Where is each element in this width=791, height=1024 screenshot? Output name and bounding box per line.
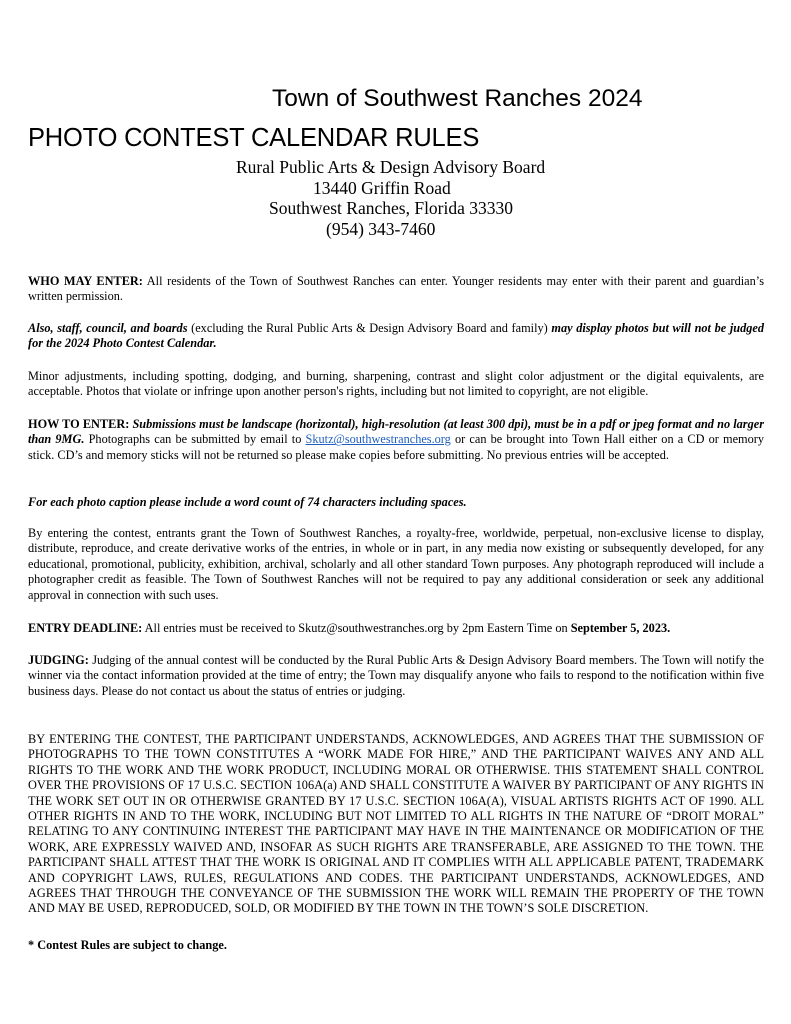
how-to-enter-paragraph: [28, 417, 764, 463]
footer-note: [28, 938, 764, 953]
staff-paragraph: [28, 321, 764, 352]
caption-note-paragraph: [28, 495, 764, 510]
who-may-enter-text: All residents of the Town of Southwest Ranches can enter. Younger residents may enter with their parent and guardian’s written permission.: [28, 274, 764, 304]
staff-text-part2: (excluding the Rural Public Arts & Design Advisory Board and family): [187, 321, 552, 335]
how-to-enter-text-after-link: or can be brought into Town Hall either on a CD or memory stick. CD’s and memory sticks will not be returned so please make copies before submitting. No previous entries will be accepted.: [28, 432, 764, 462]
deadline-text: All entries must be received to Skutz@southwestranches.org by 2pm Eastern Time on: [142, 621, 571, 635]
how-to-enter-text-before-link: Photographs can be submitted by email to: [84, 432, 306, 447]
document-title-line2: PHOTO CONTEST CALENDAR RULES: [28, 124, 480, 152]
how-to-enter-emphasis: Submissions must be landscape (horizontal), high-resolution (at least 300 dpi), must be in a pdf or jpeg format and no larger than 9MG.: [28, 417, 764, 447]
staff-text-part1: Also, staff, council, and boards: [28, 321, 188, 335]
address-board-name: Rural Public Arts & Design Advisory Board: [236, 157, 546, 177]
judging-paragraph: [28, 653, 764, 699]
deadline-label: ENTRY DEADLINE:: [28, 621, 143, 635]
judging-label: JUDGING:: [28, 653, 89, 667]
license-paragraph: By entering the contest, entrants grant the Town of Southwest Ranches, a royalty-free, worldwide, perpetual, non-exclusive license to display, distribute, reproduce, and create derivative works of the entries, in whole or in part, in any media now existing or subsequently developed, for any educational, promotional, publicity, exhibition, archival, scholarly and all other standard Town purposes. Any photograph reproduced will include a photographer credit as feasible. The Town of Southwest Ranches will not be required to pay any additional consideration or seek any additional approval in connection with such uses.: [28, 526, 764, 602]
judging-text: Judging of the annual contest will be conducted by the Rural Public Arts & Design Advisory Board members. The Town will notify the winner via the contact information provided at the time of entry; the Town may disqualify anyone who fails to respond to the notification within five business days. Please do not contact us about the status of entries or judging.: [28, 653, 764, 698]
staff-text-part3: may display photos but will not be judged for the 2024 Photo Contest Calendar.: [28, 321, 764, 351]
document-title-line1: Town of Southwest Ranches 2024: [272, 85, 643, 112]
address-phone: (954) 343-7460: [326, 219, 436, 239]
footer-note-text: * Contest Rules are subject to change.: [28, 938, 227, 952]
who-may-enter-label: WHO MAY ENTER:: [28, 274, 143, 288]
address-city-state: Southwest Ranches, Florida 33330: [269, 198, 514, 218]
email-link[interactable]: Skutz@southwestranches.org: [305, 432, 451, 447]
who-may-enter-paragraph: [28, 274, 764, 305]
deadline-date: September 5, 2023.: [570, 621, 671, 635]
caption-note-text: For each photo caption please include a word count of 74 characters including spaces.: [28, 495, 467, 509]
adjustments-paragraph: Minor adjustments, including spotting, dodging, and burning, sharpening, contrast and slight color adjustment or the digital equivalents, are acceptable. Photos that violate or infringe upon another person's rights, including but not limited to copyright, are not eligible.: [28, 369, 764, 399]
how-to-enter-label: HOW TO ENTER:: [28, 417, 130, 431]
legal-paragraph: BY ENTERING THE CONTEST, THE PARTICIPANT UNDERSTANDS, ACKNOWLEDGES, AND AGREES THAT THE SUBMISSION OF PHOTOGRAPHS TO THE TOWN CONSTITUTES A “WORK MADE FOR HIRE,” AND THE PARTICIPANT WAIVES ANY AND ALL RIGHTS TO THE WORK AND THE WORK PRODUCT, INCLUDING MORAL OR OTHERWISE. THIS STATEMENT SHALL CONTROL OVER THE PROVISIONS OF 17 U.S.C. SECTION 106A(a) AND SHALL CONSTITUTE A WAIVER BY PARTICIPANT OF ANY RIGHTS IN THE WORK SET OUT IN OR OTHERWISE GRANTED BY 17 U.S.C. SECTION 106A(A), VISUAL ARTISTS RIGHTS ACT OF 1990. ALL OTHER RIGHTS IN AND TO THE WORK, INCLUDING BUT NOT LIMITED TO ALL RIGHTS IN THE NATURE OF “DROIT MORAL” RELATING TO ANY CONTINUING INTEREST THE PARTICIPANT MAY HAVE IN THE MAINTENANCE OR MODIFICATION OF THE WORK, ARE EXPRESSLY WAIVED AND, INSOFAR AS SUCH RIGHTS ARE TRANSFERABLE, ARE ASSIGNED TO THE TOWN. THE PARTICIPANT SHALL ATTEST THAT THE WORK IS ORIGINAL AND IT COMPLIES WITH ALL APPLICABLE PATENT, TRADEMARK AND COPYRIGHT LAWS, RULES, REGULATIONS AND CODES. THE PARTICIPANT UNDERSTANDS, ACKNOWLEDGES, AND AGREES THAT THROUGH THE CONVEYANCE OF THE SUBMISSION THE WORK WILL REMAIN THE PROPERTY OF THE TOWN AND MAY BE USED, REPRODUCED, SOLD, OR MODIFIED BY THE TOWN IN THE TOWN’S SOLE DISCRETION.: [28, 732, 764, 916]
address-street: 13440 Griffin Road: [313, 178, 451, 198]
deadline-paragraph: [28, 621, 764, 636]
